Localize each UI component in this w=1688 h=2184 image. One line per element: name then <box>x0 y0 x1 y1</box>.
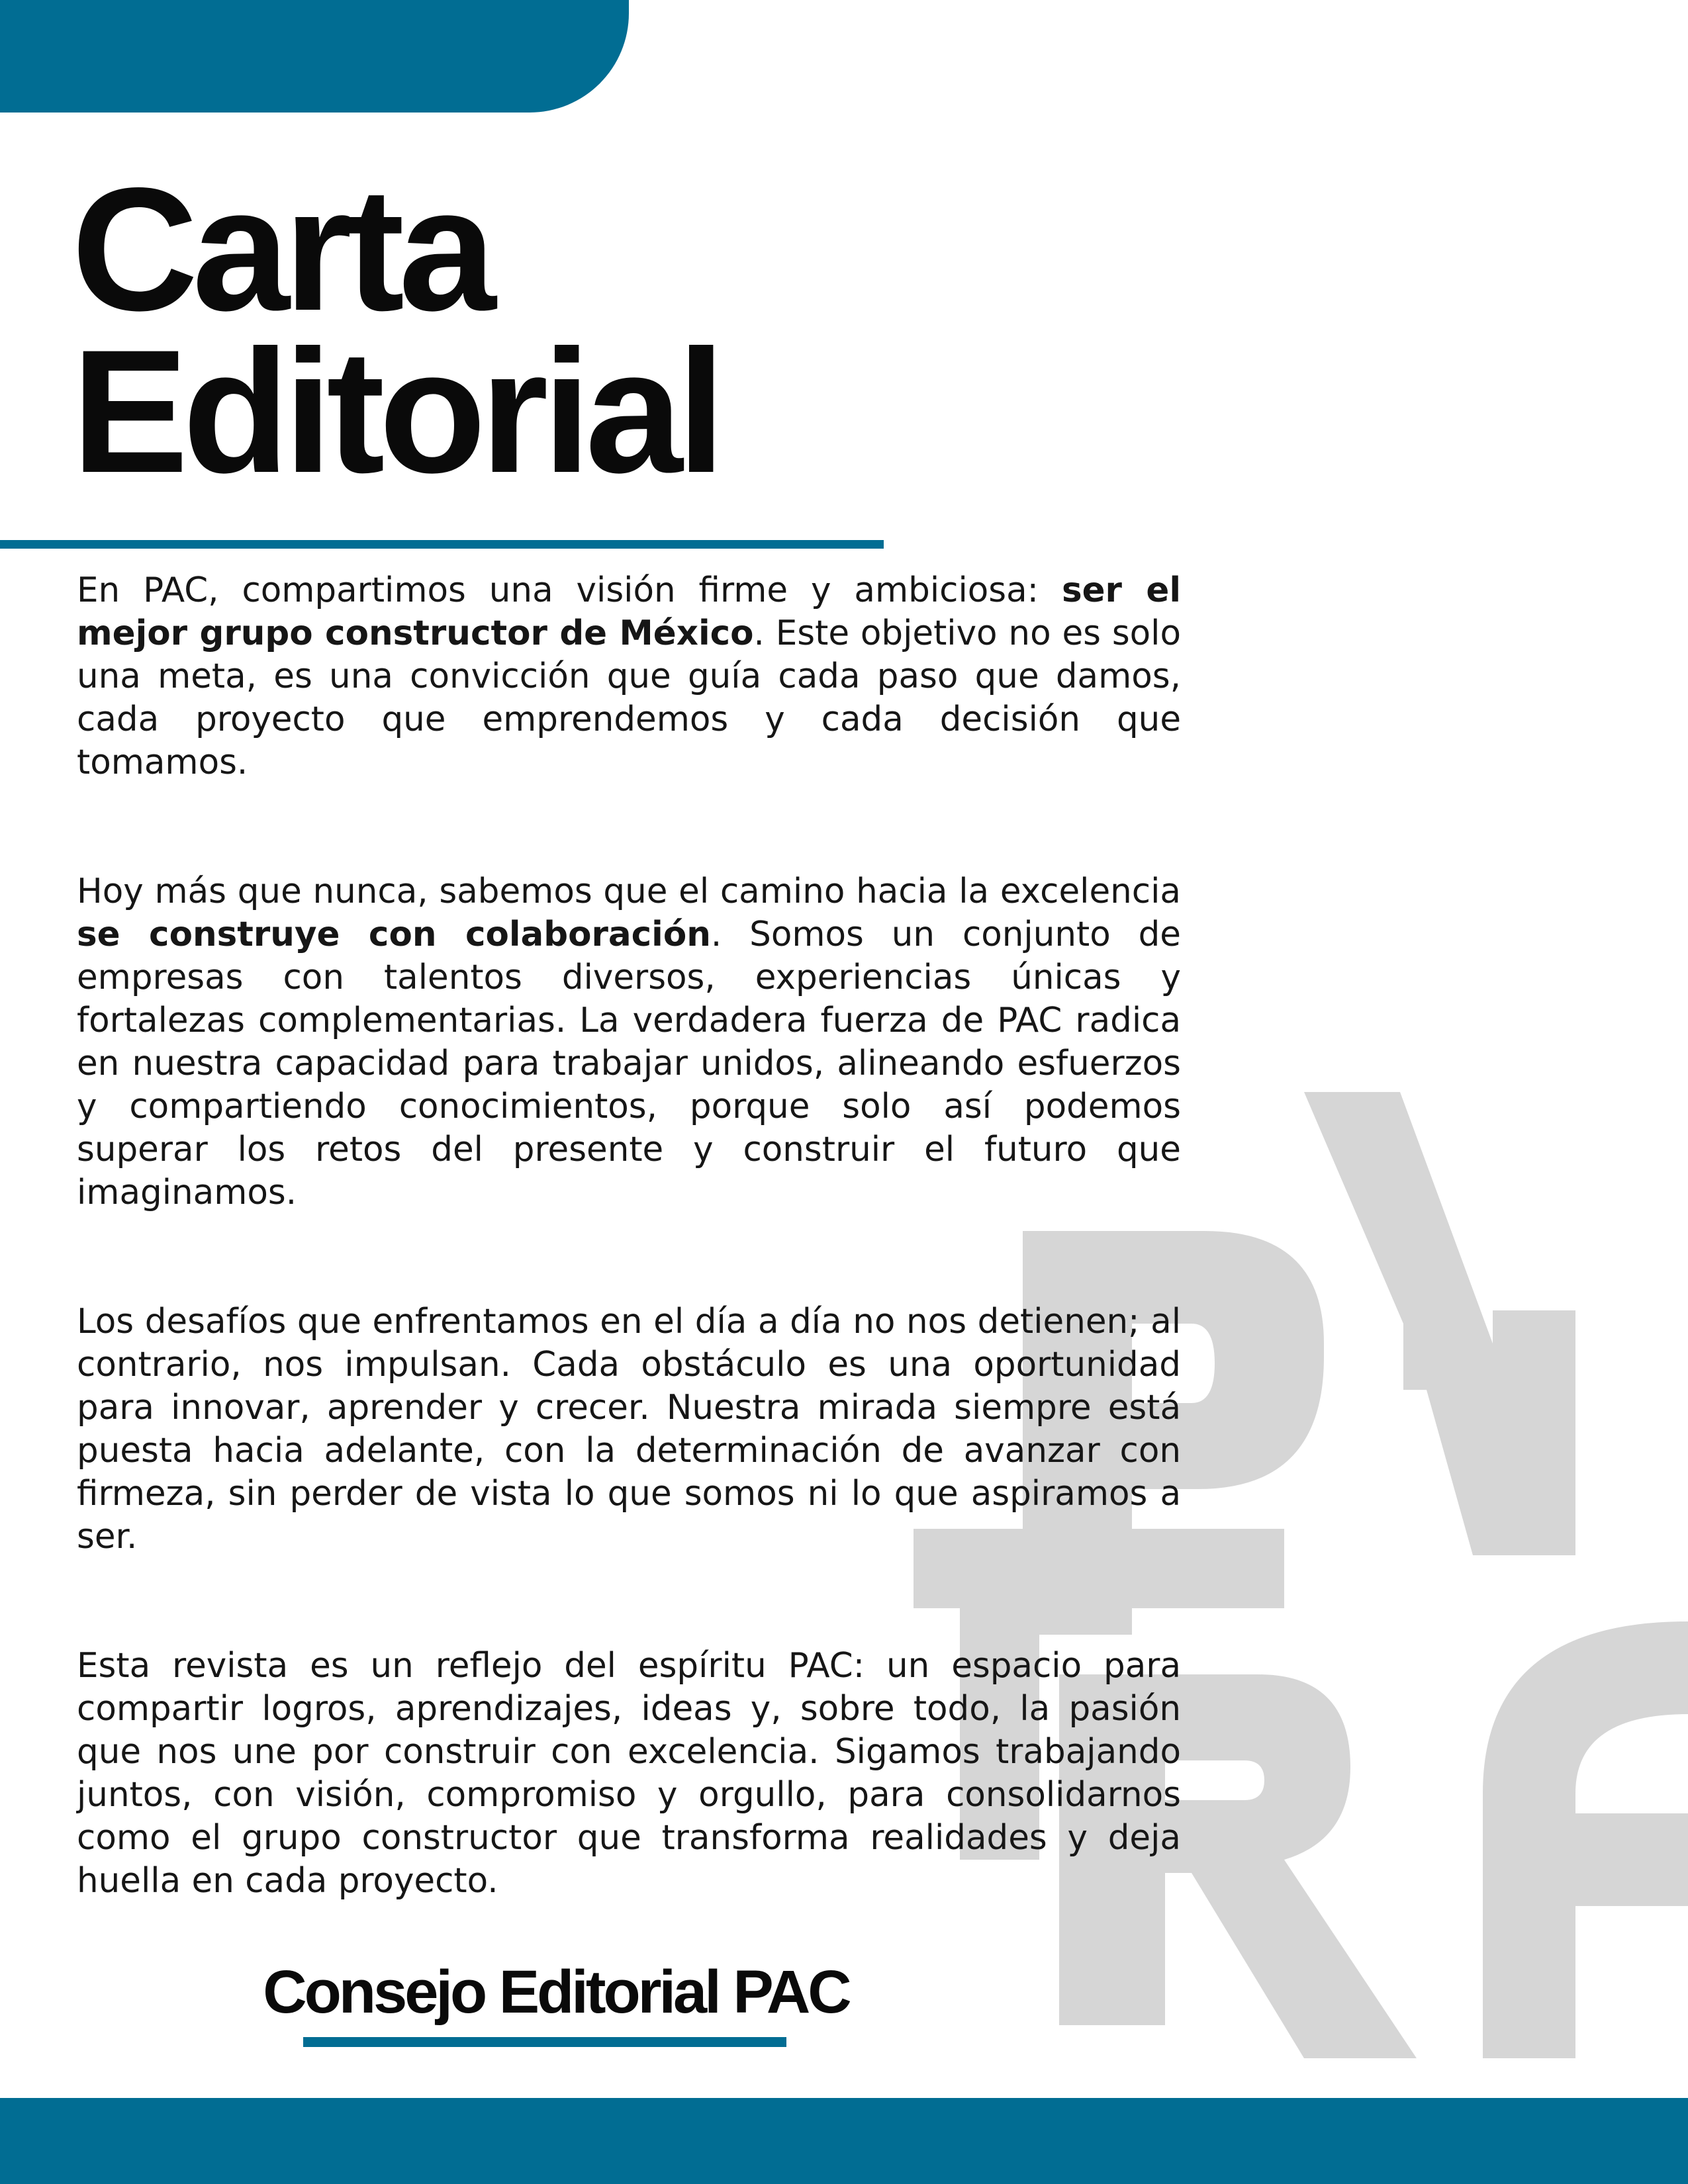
bottom-accent-bar <box>0 2098 1688 2184</box>
paragraph-3 <box>77 1300 1181 1559</box>
title-line-1: Carta <box>71 152 491 347</box>
top-accent-tab <box>0 0 629 113</box>
editorial-body <box>77 569 1181 1989</box>
paragraph-text: En PAC, compartimos una visión firme y ambiciosa: <box>77 570 1062 610</box>
emphasis-text: se construye con colaboración <box>77 915 711 954</box>
paragraph-text: Los desafíos que enfrentamos en el día a día no nos detienen; al contrario, nos impulsan. Cada obstáculo es una oportunidad para innovar, aprender y crecer. Nuestra mirada siempre está puesta hacia adelante, con la determinación de avanzar con firmeza, sin perder de vista lo que somos ni lo que aspiramos a ser. <box>77 1302 1181 1557</box>
paragraph-4 <box>77 1645 1181 1903</box>
emphasis-text: ser el mejor grupo constructor de México <box>77 570 1181 653</box>
page-title <box>71 152 720 510</box>
signature: Consejo Editorial PAC <box>263 1958 849 2026</box>
paragraph-1 <box>77 569 1181 784</box>
paragraph-2 <box>77 870 1181 1214</box>
title-underline <box>0 540 884 549</box>
paragraph-text: Esta revista es un reflejo del espíritu PAC: un espacio para compartir logros, aprendizajes, ideas y, sobre todo, la pasión que nos une por construir con excelencia. Sigamos trabajando juntos, con visión, compromiso y orgullo, para consolidarnos como el grupo constructor que transforma realidades y deja huella en cada proyecto. <box>77 1646 1181 1901</box>
signature-underline <box>303 2037 786 2047</box>
paragraph-text: . Somos un conjunto de empresas con talentos diversos, experiencias únicas y fortalezas complementarias. La verdadera fuerza de PAC radica en nuestra capacidad para trabajar unidos, alineando esfuerzos y compartiendo conocimientos, porque solo así podemos superar los retos del presente y construir el futuro que imaginamos. <box>77 915 1181 1212</box>
title-line-2: Editorial <box>71 314 720 510</box>
paragraph-text: Hoy más que nunca, sabemos que el camino hacia la excelencia <box>77 872 1181 911</box>
paragraph-text: . Este objetivo no es solo una meta, es una convicción que guía cada paso que damos, cada proyecto que emprendemos y cada decisión que tomamos. <box>77 614 1181 782</box>
